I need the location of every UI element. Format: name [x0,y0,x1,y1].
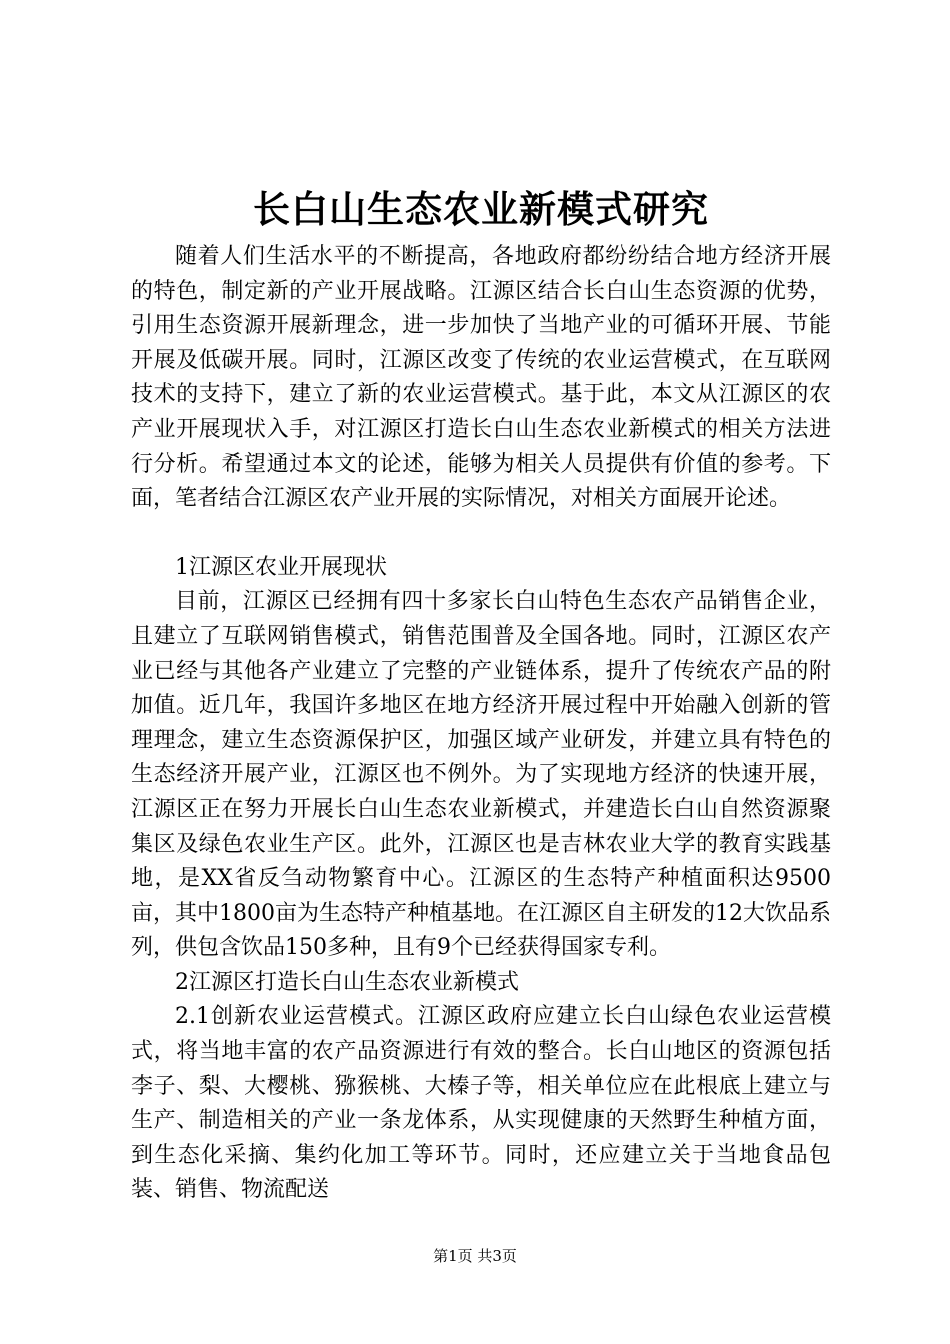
section-heading-2: 2江源区打造长白山生态农业新模式 [175,969,519,995]
paragraph-gap [131,517,831,551]
section-heading-1: 1江源区农业开展现状 [175,554,387,580]
page-footer: 第1页 共3页 [433,1247,517,1265]
document-title: 长白山生态农业新模式研究 [253,187,709,231]
intro-paragraph: 随着人们生活水平的不断提高，各地政府都纷纷结合地方经济开展的特色，制定新的产业开展战略。江源区结合长白山生态资源的优势，引用生态资源开展新理念，进一步加快了当地产业的可循环开展、节能开展及低碳开展。同时，江源区改变了传统的农业运营模式，在互联网技术的支持下，建立了新的农业运营模式。基于此，本文从江源区的农产业开展现状入手，对江源区打造长白山生态农业新模式的相关方法进行分析。希望通过本文的论述，能够为相关人员提供有价值的参考。下面，笔者结合江源区农产业开展的实际情况，对相关方面展开论述。 [131,244,831,512]
section-2-1-paragraph: 2.1创新农业运营模式。江源区政府应建立长白山绿色农业运营模式，将当地丰富的农产品资源进行有效的整合。长白山地区的资源包括李子、梨、大樱桃、猕猴桃、大榛子等，相关单位应在此根底上建立与生产、制造相关的产业一条龙体系，从实现健康的天然野生种植方面，到生态化采摘、集约化加工等环节。同时，还应建立关于当地食品包装、销售、物流配送 [131,1004,831,1203]
section-1-paragraph: 目前，江源区已经拥有四十多家长白山特色生态农产品销售企业，且建立了互联网销售模式，销售范围普及全国各地。同时，江源区农产业已经与其他各产业建立了完整的产业链体系，提升了传统农产品的附加值。近几年，我国许多地区在地方经济开展过程中开始融入创新的管理理念，建立生态资源保护区，加强区域产业研发，并建立具有特色的生态经济开展产业，江源区也不例外。为了实现地方经济的快速开展，江源区正在努力开展长白山生态农业新模式，并建造长白山自然资源聚集区及绿色农业生产区。此外，江源区也是吉林农业大学的教育实践基地，是XX省反刍动物繁育中心。江源区的生态特产种植面积达9500亩，其中1800亩为生态特产种植基地。在江源区自主研发的12大饮品系列，供包含饮品150多种，且有9个已经获得国家专利。 [131,589,831,961]
document-page [131,180,831,1208]
